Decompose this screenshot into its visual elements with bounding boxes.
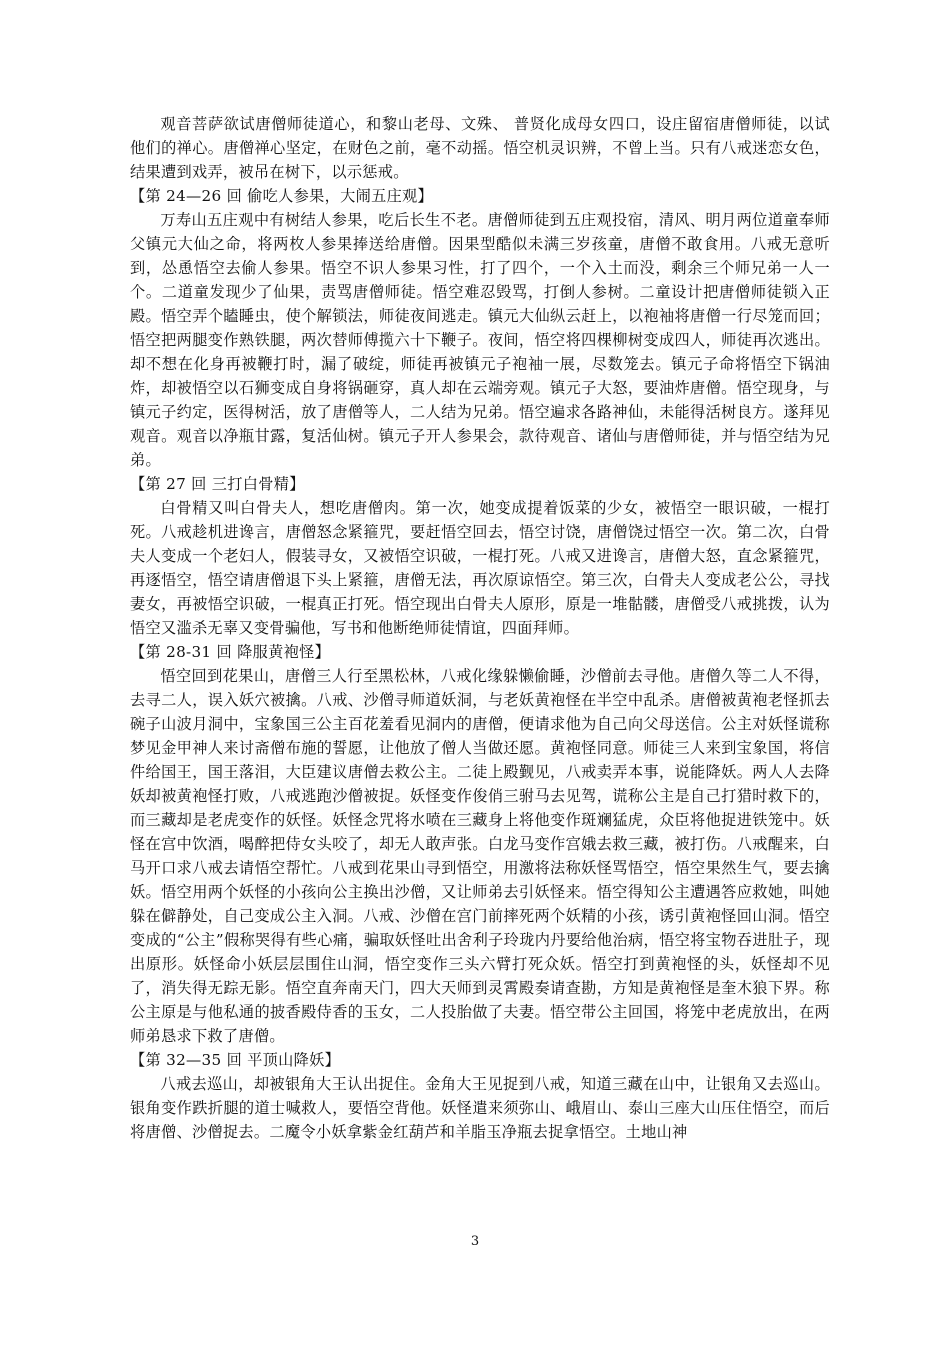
intro-paragraph: 观音菩萨欲试唐僧师徒道心，和黎山老母、文殊、 普贤化成母女四口，设庄留宿唐僧师徒，以试他们的禅心。唐僧禅心坚定，在财色之前，毫不动摇。悟空机灵识辨，不曾上当。只有八戒迷恋女色，结果遭到戏弄，被吊在树下，以示惩戒。 [130, 115, 830, 181]
page-number: 3 [470, 1234, 480, 1249]
section-paragraph-28-31: 悟空回到花果山，唐僧三人行至黑松林，八戒化缘躲懒偷睡，沙僧前去寻他。唐僧久等二人不得，去寻二人，误入妖穴被擒。八戒、沙僧寻师道妖洞，与老妖黄袍怪在半空中乱杀。唐僧被黄袍老怪抓去碗子山波月洞中，宝象国三公主百花羞看见洞内的唐僧，便请求他为自己向父母送信。公主对妖怪谎称梦见金甲神人来讨斋僧布施的誓愿，让他放了僧人当做还愿。黄袍怪同意。师徒三人来到宝象国，将信件给国王，国王落泪，大臣建议唐僧去救公主。二徒上殿觐见，八戒卖弄本事，说能降妖。两人人去降妖却被黄袍怪打败，八戒逃跑沙僧被捉。妖怪变作俊俏三驸马去见驾，谎称公主是自己打猎时救下的，而三藏却是老虎变作的妖怪。妖怪念咒将水喷在三藏身上将他变作斑斓猛虎，众臣将他捉进铁笼中。妖怪在宫中饮酒，喝醉把侍女头咬了，却无人敢声张。白龙马变作宫娥去救三藏，被打伤。八戒醒来，白马开口求八戒去请悟空帮忙。八戒到花果山寻到悟空，用激将法称妖怪骂悟空，悟空果然生气，要去擒妖。悟空用两个妖怪的小孩向公主换出沙僧，又让师弟去引妖怪来。悟空得知公主遭遇答应救她，叫她躲在僻静处，自己变成公主入洞。八戒、沙僧在宫门前摔死两个妖精的小孩，诱引黄袍怪回山洞。悟空变成的“公主”假称哭得有些心痛，骗取妖怪吐出舍利子玲珑内丹要给他治病，悟空将宝物吞进肚子，现出原形。妖怪命小妖层层围住山洞，悟空变作三头六臂打死众妖。悟空打到黄袍怪的头，妖怪却不见了，消失得无踪无影。悟空直奔南天门，四大天师到灵霄殿奏请查勘，方知是黄袍怪是奎木狼下界。称公主原是与他私通的披香殿侍香的玉女，二人投胎做了夫妻。悟空带公主回国，将笼中老虎放出，在两师弟恳求下救了唐僧。 [130, 667, 830, 1045]
section-heading-27: 【第 27 回 三打白骨精】 [130, 475, 305, 493]
section-heading-24-26: 【第 24—26 回 偷吃人参果，大闹五庄观】 [130, 187, 434, 205]
section-paragraph-32-35: 八戒去巡山，却被银角大王认出捉住。金角大王见捉到八戒，知道三藏在山中，让银角又去巡山。银角变作跌折腿的道士喊救人，要悟空背他。妖怪遣来须弥山、峨眉山、泰山三座大山压住悟空，而后将唐僧、沙僧捉去。二魔令小妖拿紫金红葫芦和羊脂玉净瓶去捉拿悟空。土地山神 [130, 1075, 830, 1141]
section-heading-28-31: 【第 28-31 回 降服黄袍怪】 [130, 643, 331, 661]
section-paragraph-24-26: 万寿山五庄观中有树结人参果，吃后长生不老。唐僧师徒到五庄观投宿，清风、明月两位道童奉师父镇元大仙之命，将两枚人参果捧送给唐僧。因果型酷似未满三岁孩童，唐僧不敢食用。八戒无意听到，怂恿悟空去偷人参果。悟空不识人参果习性，打了四个，一个入土而没，剩余三个师兄弟一人一个。二道童发现少了仙果，责骂唐僧师徒。悟空难忍毁骂，打倒人参树。二童设计把唐僧师徒锁入正殿。悟空弄个瞌睡虫，使个解锁法，师徒夜间逃走。镇元大仙纵云赶上，以袍袖将唐僧一行尽笼而回；悟空把两腿变作熟铁腿，两次替师傅揽六十下鞭子。夜间，悟空将四棵柳树变成四人，师徒再次逃出。却不想在化身再被鞭打时，漏了破绽，师徒再被镇元子袍袖一展，尽数笼去。镇元子命将悟空下锅油炸，却被悟空以石狮变成自身将锅砸穿，真人却在云端旁观。镇元子大怒，要油炸唐僧。悟空现身，与镇元子约定，医得树活，放了唐僧等人，二人结为兄弟。悟空遍求各路神仙，未能得活树良方。遂拜见观音。观音以净瓶甘露，复活仙树。镇元子开人参果会，款待观音、诸仙与唐僧师徒，并与悟空结为兄弟。 [130, 211, 830, 469]
section-heading-32-35: 【第 32—35 回 平顶山降妖】 [130, 1051, 341, 1069]
section-paragraph-27: 白骨精又叫白骨夫人，想吃唐僧肉。第一次，她变成提着饭菜的少女，被悟空一眼识破，一棍打死。八戒趁机进谗言，唐僧怒念紧箍咒，要赶悟空回去，悟空讨饶，唐僧饶过悟空一次。第二次，白骨夫人变成一个老妇人，假装寻女，又被悟空识破，一棍打死。八戒又进谗言，唐僧大怒，直念紧箍咒，再逐悟空，悟空请唐僧退下头上紧箍，唐僧无法，再次原谅悟空。第三次，白骨夫人变成老公公，寻找妻女，再被悟空识破，一棍真正打死。悟空现出白骨夫人原形，原是一堆骷髅，唐僧受八戒挑拨，认为悟空又滥杀无辜又变骨骗他，写书和他断绝师徒情谊，四面拜师。 [130, 499, 830, 637]
document-body [130, 112, 830, 1144]
